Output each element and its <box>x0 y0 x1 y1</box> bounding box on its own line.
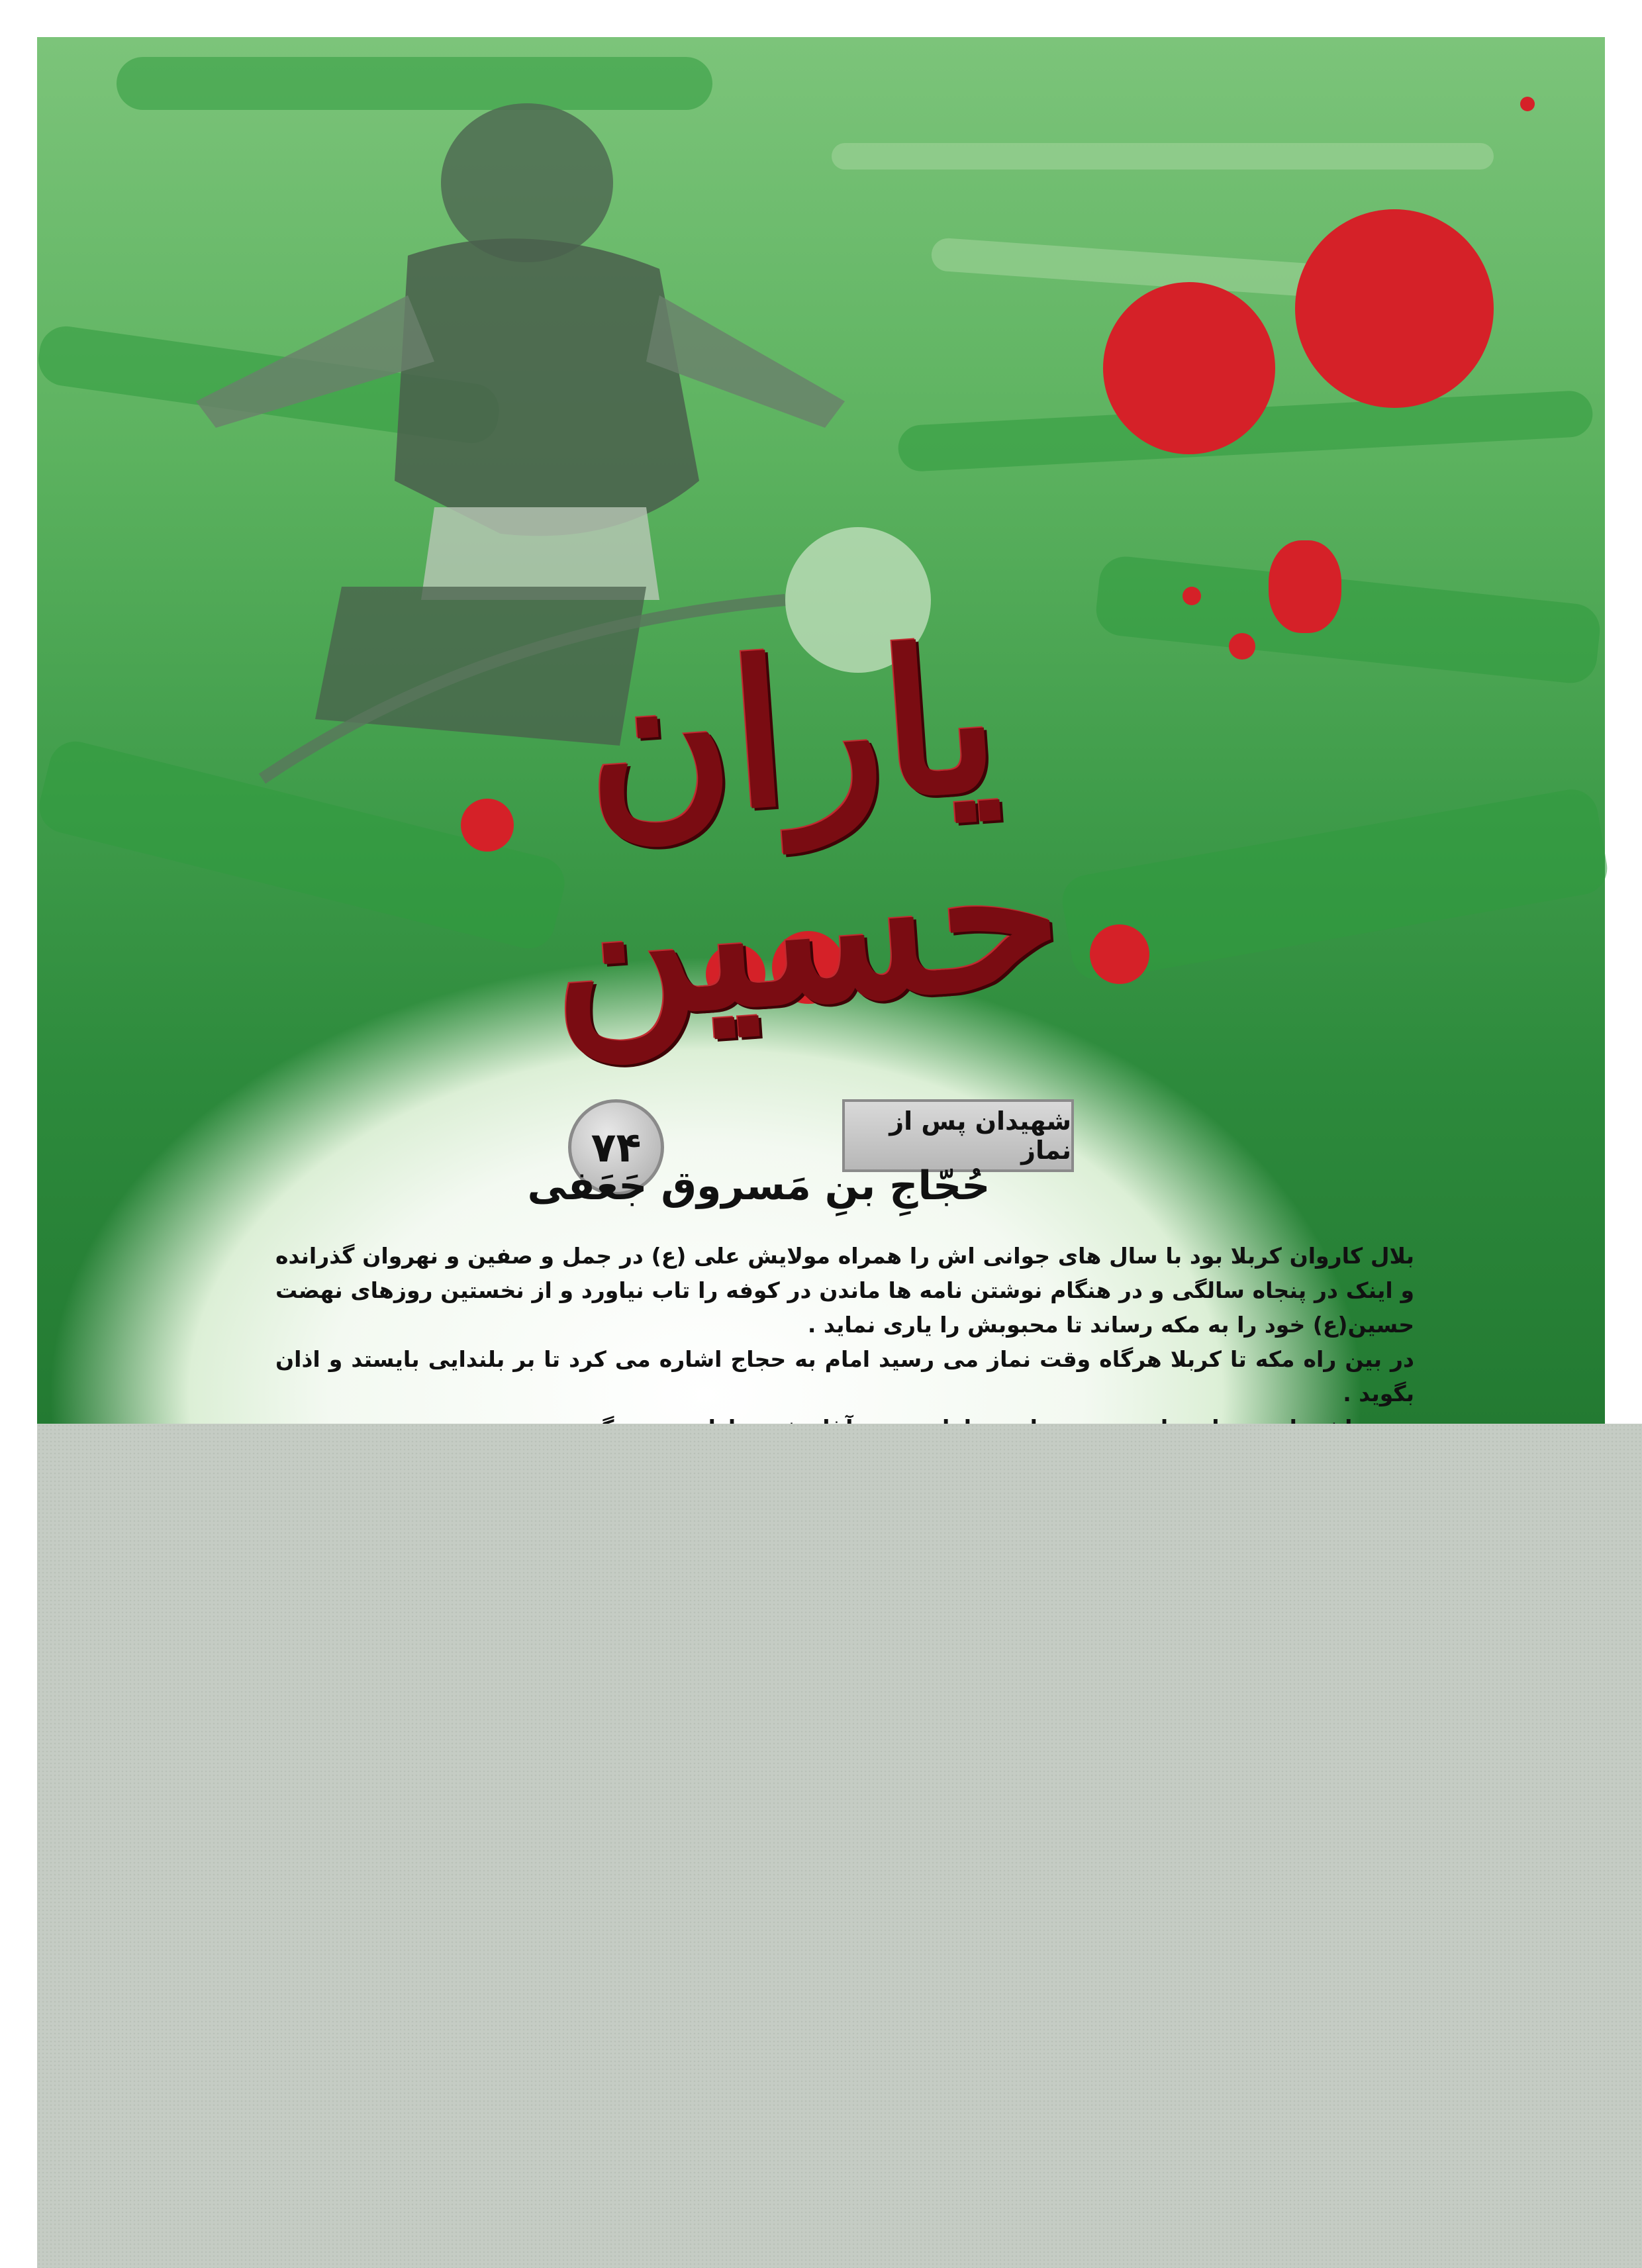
blood-splatter <box>1520 97 1535 111</box>
brush-streak <box>832 143 1494 170</box>
blank-gray-area <box>37 1424 1642 2268</box>
article-body <box>275 1239 1414 1446</box>
blood-splatter <box>1103 282 1275 454</box>
calligraphy-title: یاران حسین <box>542 601 1069 1065</box>
blood-splatter <box>1295 209 1494 408</box>
article-paragraph: بلال کاروان کربلا بود با سال های جوانی اش را همراه مولایش علی (ع) در جمل و صفین و نهروان گذرانده و اینک در پنجاه سالگی و در هنگام نوشتن نامه ها ماندن در کوفه را تاب نیاورد و از نخستین روزهای نهضت حسین(ع) خود را به مکه رساند تا محبوبش را یاری نماید . <box>275 1243 1414 1338</box>
blood-splatter <box>1183 587 1201 605</box>
episode-number-badge: ۷۴ <box>568 1099 664 1195</box>
category-tag: شهیدان پس از نماز <box>842 1099 1074 1172</box>
blood-splatter <box>1229 633 1255 660</box>
poster-artwork <box>37 37 1605 1428</box>
article-title: حُجّاجِ بنِ مَسروق جَعَفی <box>527 1163 990 1209</box>
article-paragraph: در بین راه مکه تا کربلا هرگاه وقت نماز می رسید امام به حجاج اشاره می کرد تا بر بلندایی بایستد و اذان بگوید . <box>275 1346 1414 1406</box>
blood-splatter <box>1269 540 1341 633</box>
